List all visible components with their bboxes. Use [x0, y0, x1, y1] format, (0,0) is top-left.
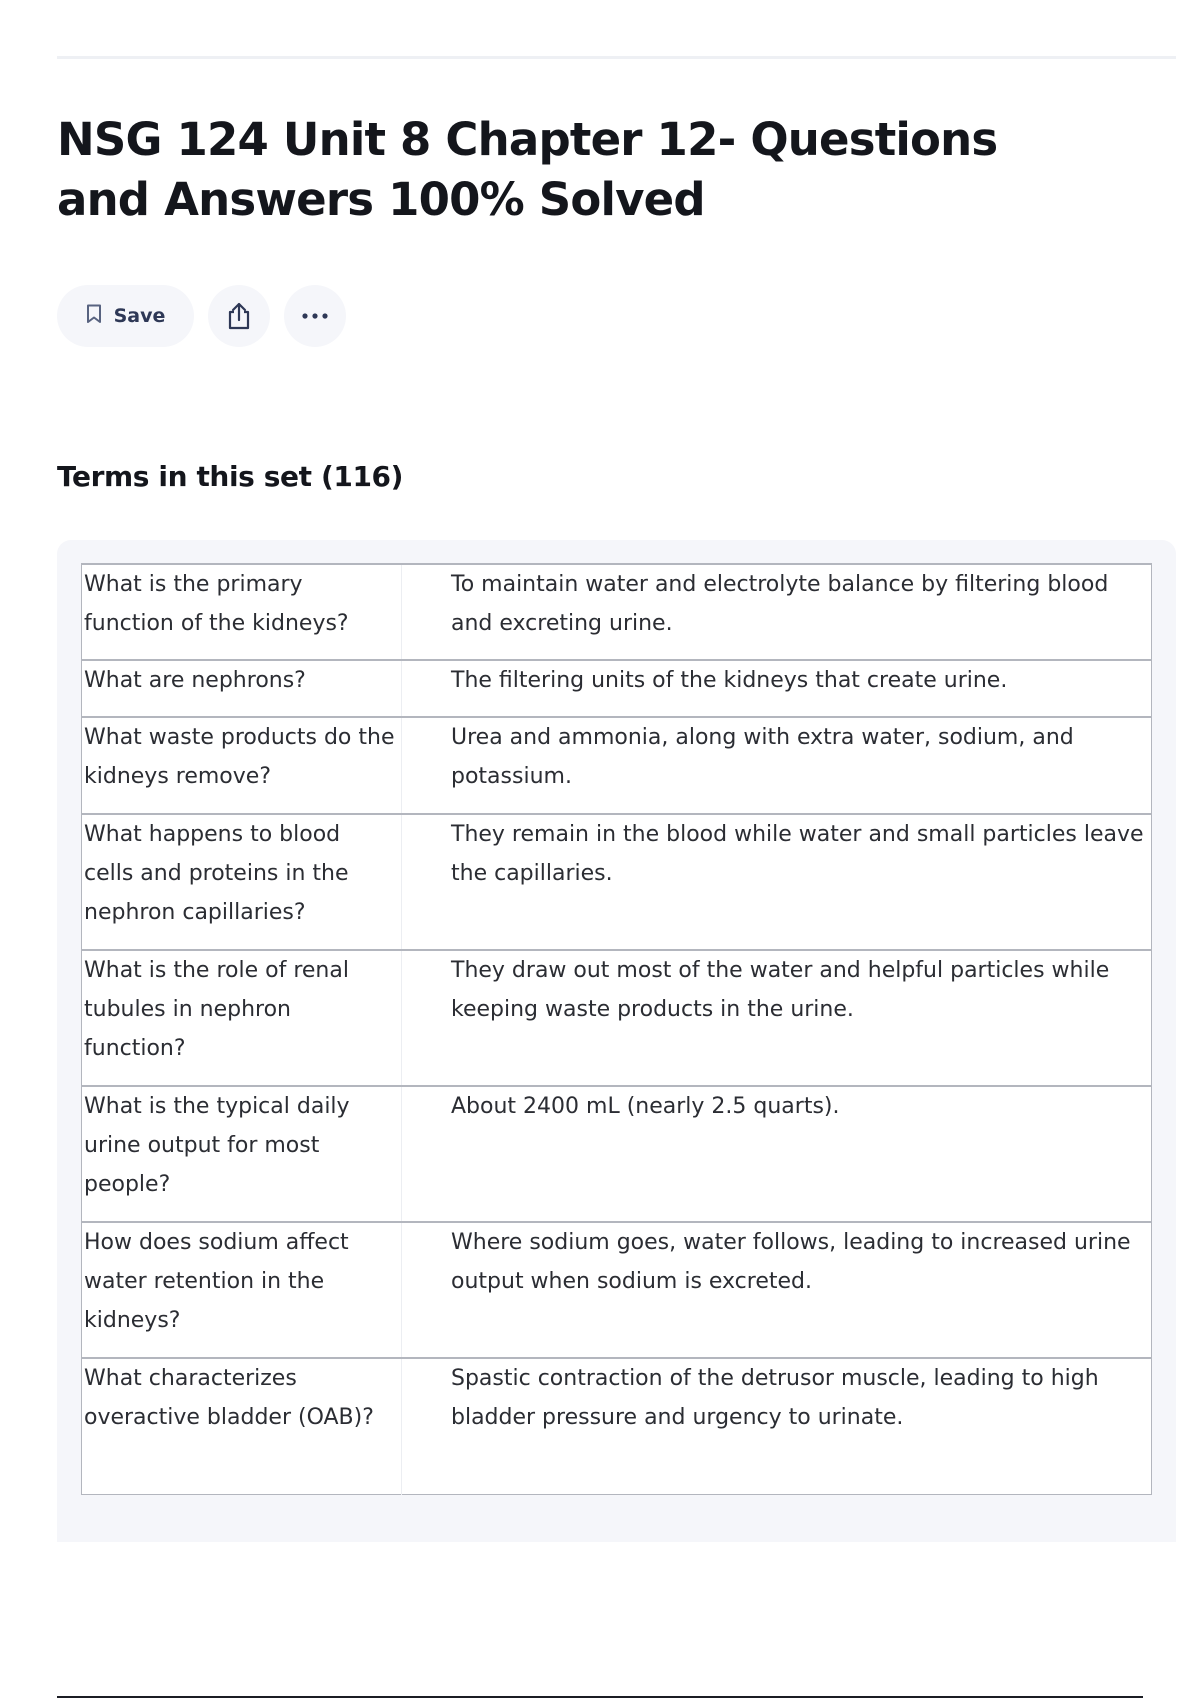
term-text: What characterizes overactive bladder (OAB)?: [82, 1358, 402, 1494]
more-icon: [301, 312, 329, 320]
definition-text: Urea and ammonia, along with extra water, sodium, and potassium.: [451, 725, 1074, 789]
term-text: What is the role of renal tubules in nephron function?: [82, 950, 402, 1086]
term-text: What is the typical daily urine output for most people?: [82, 1086, 402, 1222]
definition-text: The filtering units of the kidneys that create urine.: [451, 668, 1008, 693]
bottom-divider: [57, 1696, 1143, 1698]
terms-table-body: [82, 564, 1152, 1494]
term-row: [82, 950, 1152, 1086]
bookmark-icon: [86, 304, 102, 328]
term-text: What waste products do the kidneys remove?: [82, 717, 402, 814]
term-row: [82, 1086, 1152, 1222]
set-actions: [57, 285, 346, 347]
term-row: [82, 1358, 1152, 1494]
terms-table: [81, 563, 1152, 1495]
share-button[interactable]: [208, 285, 270, 347]
terms-heading: Terms in this set (116): [57, 460, 404, 493]
set-title: NSG 124 Unit 8 Chapter 12- Questions and Answers 100% Solved: [57, 113, 998, 226]
term-text: How does sodium affect water retention in the kidneys?: [82, 1222, 402, 1358]
term-row: [82, 717, 1152, 814]
definition-text: They draw out most of the water and helpful particles while keeping waste products in the urine.: [451, 958, 1110, 1022]
definition-text: They remain in the blood while water and small particles leave the capillaries.: [451, 822, 1144, 886]
term-row: [82, 814, 1152, 950]
term-text: What are nephrons?: [82, 660, 402, 717]
term-row: [82, 564, 1152, 660]
save-button-label: Save: [113, 305, 166, 327]
definition-text: To maintain water and electrolyte balance by filtering blood and excreting urine.: [451, 572, 1109, 636]
definition-text: Where sodium goes, water follows, leading to increased urine output when sodium is excreted.: [451, 1230, 1131, 1294]
save-button[interactable]: [57, 285, 194, 347]
term-text: What is the primary function of the kidneys?: [82, 564, 402, 660]
definition-text: About 2400 mL (nearly 2.5 quarts).: [451, 1094, 840, 1119]
more-options-button[interactable]: [284, 285, 346, 347]
term-row: [82, 1222, 1152, 1358]
definition-text: Spastic contraction of the detrusor muscle, leading to high bladder pressure and urgency to urinate.: [451, 1366, 1099, 1430]
term-text: What happens to blood cells and proteins in the nephron capillaries?: [82, 814, 402, 950]
term-row: [82, 660, 1152, 717]
top-divider: [57, 56, 1176, 59]
share-icon: [225, 301, 253, 331]
